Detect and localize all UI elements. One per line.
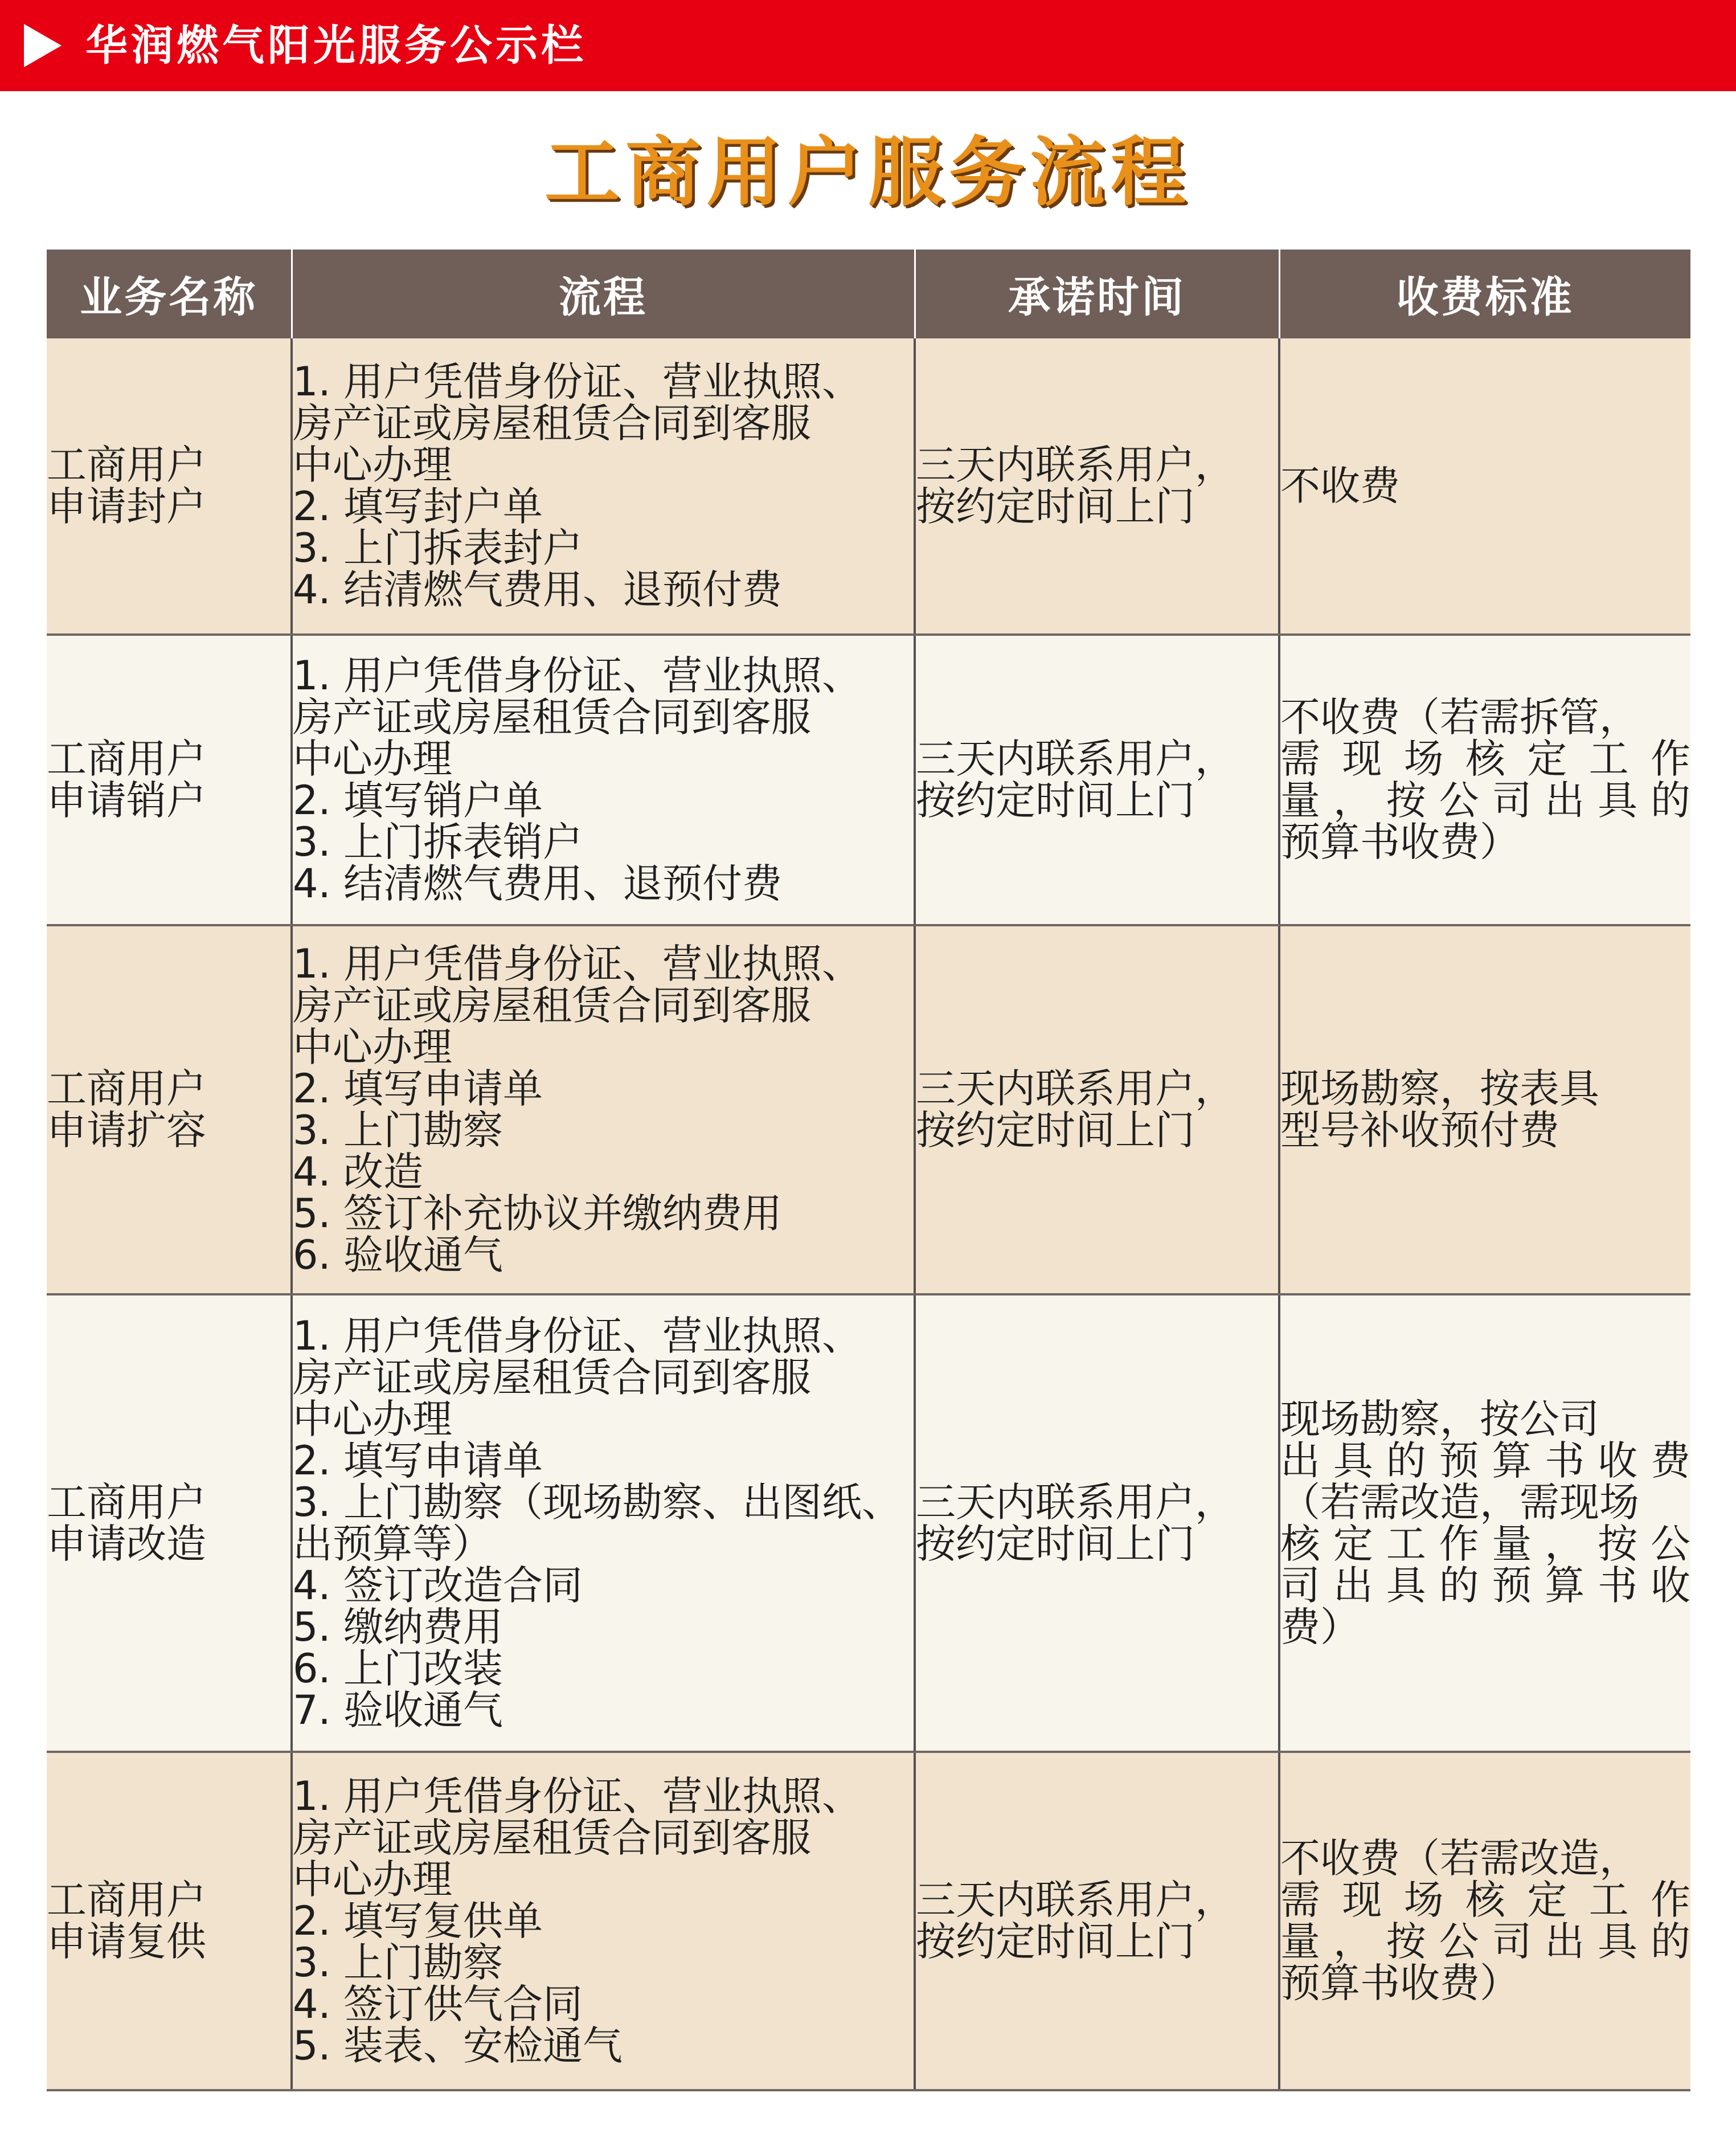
business-name-cell-line: 工商用户 [47, 1478, 206, 1526]
process-cell-line: 房产证或房屋租赁合同到客服 [293, 694, 811, 741]
process-cell-line: 房产证或房屋租赁合同到客服 [293, 400, 811, 447]
banner-title: 华润燃气阳光服务公示栏 [85, 21, 587, 70]
promise-time-cell-line: 按约定时间上门 [916, 483, 1195, 530]
business-name-cell-line: 申请改造 [47, 1520, 206, 1567]
process-cell-line: 1. 用户凭借身份证、营业执照、 [293, 941, 862, 987]
process-cell-line: 5. 装表、安检通气 [293, 2022, 623, 2069]
process-cell-line: 房产证或房屋租赁合同到客服 [293, 982, 811, 1029]
fee-standard-cell-line: 不收费（若需改造， [1280, 1835, 1639, 1882]
promise-time-cell-line: 按约定时间上门 [916, 1107, 1195, 1154]
promise-time-cell-line: 三天内联系用户， [916, 442, 1235, 488]
process-cell-line: 2. 填写复供单 [293, 1897, 543, 1944]
promise-time-cell-line: 三天内联系用户， [916, 1478, 1235, 1526]
process-cell-line: 3. 上门勘察 [293, 1939, 503, 1986]
process-cell-line: 2. 填写销户单 [293, 777, 543, 824]
process-cell-line: 中心办理 [293, 1395, 452, 1442]
fee-standard-cell [1279, 1294, 1690, 1752]
process-cell-line: 中心办理 [293, 1855, 452, 1903]
business-name-cell-line: 申请扩容 [47, 1107, 206, 1154]
table-header-row [47, 250, 1690, 338]
process-cell-line: 3. 上门勘察（现场勘察、出图纸、 [293, 1478, 902, 1526]
fee-standard-cell-line: 预算书收费） [1280, 1960, 1520, 2006]
promise-time-cell [915, 1294, 1279, 1752]
process-cell [292, 925, 915, 1294]
fee-standard-cell-line: 不收费 [1280, 462, 1400, 509]
header-business-name: 业务名称 [47, 250, 292, 338]
process-cell-line: 房产证或房屋租赁合同到客服 [293, 1354, 811, 1401]
service-table [47, 250, 1690, 2091]
process-cell-line: 2. 填写封户单 [293, 483, 543, 530]
promise-time-cell-line: 三天内联系用户， [916, 735, 1235, 782]
fee-standard-cell-line: 需现场核定工作 [1280, 735, 1690, 782]
process-cell-line: 3. 上门拆表封户 [293, 525, 583, 571]
process-cell-line: 6. 上门改装 [293, 1645, 503, 1692]
business-name-cell [47, 1294, 292, 1752]
process-cell-line: 7. 验收通气 [293, 1686, 503, 1734]
process-cell [292, 1294, 915, 1752]
process-cell [292, 635, 915, 925]
header-process: 流程 [292, 250, 915, 338]
table-row [47, 1294, 1690, 1752]
business-name-cell [47, 925, 292, 1294]
business-name-cell [47, 338, 292, 635]
process-cell-line: 中心办理 [293, 1024, 452, 1070]
promise-time-cell-line: 按约定时间上门 [916, 1918, 1195, 1965]
business-name-cell-line: 工商用户 [47, 1877, 206, 1923]
process-cell-line: 4. 结清燃气费用、退预付费 [293, 566, 783, 613]
fee-standard-cell [1279, 338, 1690, 635]
process-cell-line: 1. 用户凭借身份证、营业执照、 [293, 1772, 862, 1820]
fee-standard-cell-line: 现场勘察，按公司 [1280, 1395, 1599, 1442]
process-cell-line: 5. 缴纳费用 [293, 1603, 503, 1650]
fee-standard-cell [1279, 1752, 1690, 2090]
promise-time-cell-line: 按约定时间上门 [916, 1520, 1195, 1567]
promise-time-cell-line: 三天内联系用户， [916, 1877, 1235, 1923]
fee-standard-cell-line: 核定工作量，按公 [1280, 1520, 1690, 1567]
table-row [47, 1752, 1690, 2090]
business-name-cell-line: 工商用户 [47, 735, 206, 782]
business-name-cell-line: 申请封户 [47, 483, 206, 530]
fee-standard-cell-line: 不收费（若需拆管， [1280, 694, 1639, 741]
process-cell-line: 4. 改造 [293, 1148, 424, 1195]
business-name-cell-line: 工商用户 [47, 1065, 206, 1112]
process-cell-line: 出预算等） [293, 1520, 492, 1567]
fee-standard-cell [1279, 925, 1690, 1294]
header-fee-standard: 收费标准 [1279, 250, 1690, 338]
promise-time-cell-line: 按约定时间上门 [916, 777, 1195, 824]
process-cell-line: 5. 签订补充协议并缴纳费用 [293, 1190, 783, 1237]
process-cell-line: 2. 填写申请单 [293, 1065, 543, 1112]
process-cell [292, 338, 915, 635]
promise-time-cell [915, 338, 1279, 635]
process-cell-line: 3. 上门勘察 [293, 1107, 503, 1154]
fee-standard-cell-line: 费） [1280, 1603, 1360, 1650]
process-cell-line: 房产证或房屋租赁合同到客服 [293, 1814, 811, 1861]
fee-standard-cell-line: （若需改造，需现场 [1280, 1478, 1639, 1526]
page-title: 工商用户服务流程 [544, 128, 1192, 216]
fee-standard-cell-line: 司出具的预算书收 [1280, 1562, 1690, 1609]
business-name-cell [47, 1752, 292, 2090]
fee-standard-cell-line: 出具的预算书收费 [1280, 1437, 1690, 1484]
business-name-cell-line: 申请复供 [47, 1918, 206, 1965]
fee-standard-cell-line: 量，按公司出具的 [1280, 1918, 1690, 1965]
banner [0, 0, 1736, 91]
promise-time-cell [915, 925, 1279, 1294]
process-cell-line: 中心办理 [293, 442, 452, 488]
business-name-cell [47, 635, 292, 925]
promise-time-cell [915, 1752, 1279, 2090]
process-cell-line: 1. 用户凭借身份证、营业执照、 [293, 1312, 862, 1359]
process-cell-line: 4. 签订改造合同 [293, 1562, 583, 1609]
fee-standard-cell-line: 需现场核定工作 [1280, 1877, 1690, 1923]
fee-standard-cell-line: 量，按公司出具的 [1280, 777, 1690, 824]
table-row [47, 635, 1690, 925]
header-promise-time: 承诺时间 [915, 250, 1279, 338]
table-row [47, 925, 1690, 1294]
fee-standard-cell-line: 预算书收费） [1280, 819, 1520, 865]
promise-time-cell-line: 三天内联系用户， [916, 1065, 1235, 1112]
table-row [47, 338, 1690, 635]
play-arrow-icon [24, 24, 62, 67]
process-cell-line: 6. 验收通气 [293, 1232, 503, 1278]
process-cell-line: 4. 签订供气合同 [293, 1980, 583, 2028]
business-name-cell-line: 申请销户 [47, 777, 206, 824]
process-cell-line: 1. 用户凭借身份证、营业执照、 [293, 652, 862, 699]
fee-standard-cell [1279, 635, 1690, 925]
process-cell [292, 1752, 915, 2090]
promise-time-cell [915, 635, 1279, 925]
fee-standard-cell-line: 型号补收预付费 [1280, 1107, 1559, 1154]
process-cell-line: 1. 用户凭借身份证、营业执照、 [293, 358, 862, 405]
fee-standard-cell-line: 现场勘察，按表具 [1280, 1065, 1599, 1112]
process-cell-line: 2. 填写申请单 [293, 1437, 543, 1484]
process-cell-line: 3. 上门拆表销户 [293, 819, 583, 865]
process-cell-line: 中心办理 [293, 735, 452, 782]
business-name-cell-line: 工商用户 [47, 442, 206, 488]
process-cell-line: 4. 结清燃气费用、退预付费 [293, 860, 783, 907]
